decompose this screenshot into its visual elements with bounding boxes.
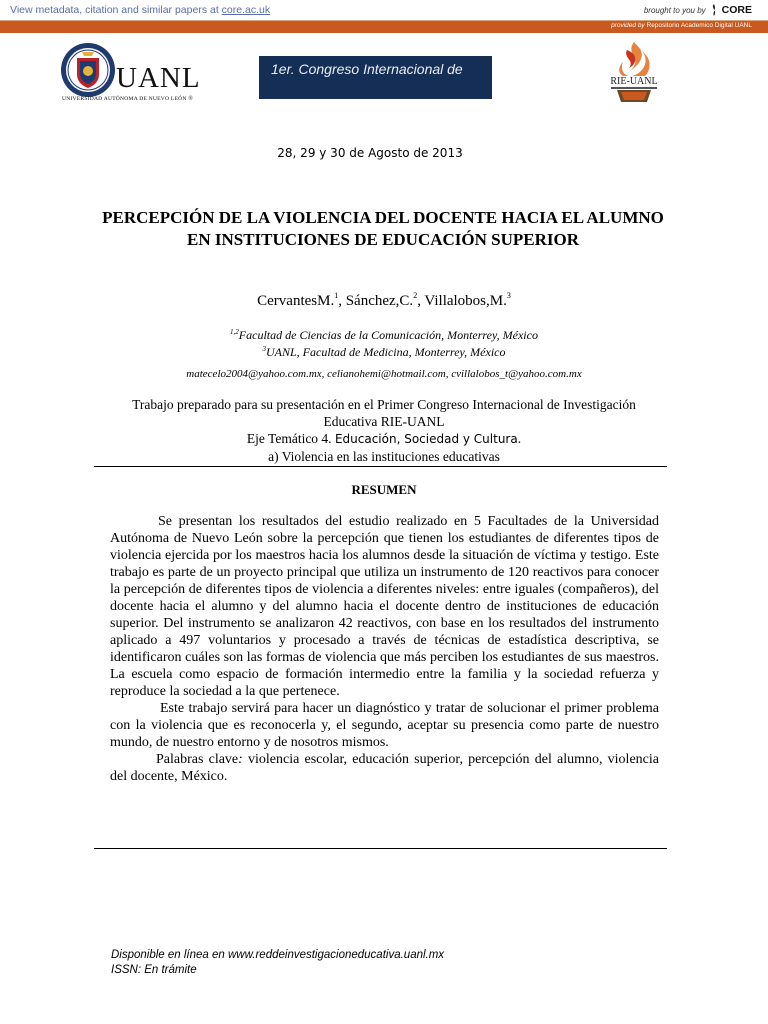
presentation-line: Trabajo preparado para su presentación en el Primer Congreso Internacional de Investigación Educativa RIE-UANL [132, 397, 636, 429]
presentation-note [120, 396, 648, 465]
uanl-wordmark: UANL [116, 62, 201, 94]
subtopic-line: a) Violencia en las instituciones educativas [268, 449, 500, 464]
page-footer [111, 948, 444, 978]
affiliation-1 [0, 325, 768, 342]
keywords-text: violencia escolar, educación superior, percepción del alumno, violencia del docente, México. [110, 752, 659, 784]
author-1-sup: 1 [334, 291, 339, 300]
uanl-subtitle-text: UNIVERSIDAD AUTÓNOMA DE NUEVO LEÓN [62, 96, 187, 102]
author-separator: , [338, 293, 346, 309]
thematic-axis-suffix: . [517, 431, 522, 446]
affiliation-1-text: Facultad de Ciencias de la Comunicación, Monterrey, México [238, 328, 538, 342]
bottom-divider [94, 848, 667, 849]
top-divider [94, 466, 667, 467]
uanl-seal-icon [60, 40, 116, 100]
repository-link[interactable]: Repositorio Academico Digital UANL [646, 22, 752, 29]
core-logo-icon [709, 4, 719, 16]
footer-availability: Disponible en línea en www.reddeinvestigacioneducativa.uanl.mx [111, 949, 445, 961]
core-brand[interactable]: CORE [721, 4, 752, 16]
keywords-paragraph [110, 751, 659, 785]
affiliations [0, 325, 768, 359]
affiliation-2-text: UANL, Facultad de Medicina, Monterrey, México [266, 345, 506, 359]
author-2: Sánchez,C. [345, 293, 414, 309]
author-1: CervantesM. [257, 293, 335, 309]
abstract-paragraph-1: Se presentan los resultados del estudio realizado en 5 Facultades de la Universidad Autónoma de Nuevo León sobre la percepción que tienen los estudiantes de diferentes tipos de violencia ejercida por los maestros hacia los alumnos desde la situación de víctima y testigo. Este trabajo es parte de un proyecto principal que utiliza un instrumento de 120 reactivos para conocer la percepción de diferentes tipos de violencia a diferentes niveles: entre iguales (compañeros), del docente hacia el alumno y del alumno hacia el docente dentro de instituciones de educación superior. Del instrumento se analizaron 42 reactivos, con base en los resultados del instrumento aplicado a 497 voluntarios y procesado a través de técnicas de estadística descriptiva, se identificaron cuáles son las formas de violencia que más perciben los estudiantes de sus maestros. La escuela como espacio de formación intermedio entre la familia y la sociedad refuerza y reproduce la sociedad a la que pertenece. [110, 514, 659, 699]
core-metadata-label: View metadata, citation and similar papers at [10, 4, 222, 16]
provided-by-bar [0, 21, 768, 33]
core-metadata-text [10, 4, 270, 16]
affiliation-1-sup: 1,2 [230, 328, 239, 336]
abstract-body [110, 513, 659, 785]
conference-dates: 28, 29 y 30 de Agosto de 2013 [277, 146, 463, 160]
brought-by-label: brought to you by [643, 5, 706, 15]
thematic-axis-label: Eje Temático 4. [246, 431, 335, 446]
provided-by-text [611, 22, 752, 29]
authors [0, 291, 768, 310]
rie-logo-text: RIE-UANL [610, 76, 658, 87]
provided-by-prefix: provided by [611, 22, 645, 29]
author-2-sup: 2 [413, 291, 418, 300]
author-3: Villalobos,M. [424, 293, 507, 309]
footer-issn: ISSN: En trámite [111, 964, 197, 976]
author-3-sup: 3 [506, 291, 511, 300]
core-ac-uk-link[interactable]: core.ac.uk [221, 4, 271, 16]
author-emails: matecelo2004@yahoo.com.mx, celianohemi@hotmail.com, cvillalobos_t@yahoo.com.mx [186, 368, 582, 380]
core-brought-by [644, 4, 752, 16]
thematic-axis [120, 430, 648, 448]
paper-title: PERCEPCIÓN DE LA VIOLENCIA DEL DOCENTE HACIA EL ALUMNO EN INSTITUCIONES DE EDUCACIÓN SUPERIOR [102, 208, 664, 249]
resumen-heading: RESUMEN [351, 482, 417, 497]
congress-banner-text: 1er. Congreso Internacional de [271, 61, 463, 77]
affiliation-2-sup: 3 [262, 345, 266, 353]
keywords-label: Palabras clave: [156, 752, 243, 767]
uanl-subtitle [62, 96, 193, 102]
thematic-axis-topic: Educación, Sociedad y Cultura [334, 432, 518, 446]
core-banner [0, 0, 768, 21]
author-separator: , [417, 293, 425, 309]
rie-uanl-logo-icon [597, 40, 671, 106]
registered-mark: ® [188, 96, 193, 102]
affiliation-2 [0, 342, 768, 359]
congress-banner [259, 56, 492, 99]
abstract-paragraph-2: Este trabajo servirá para hacer un diagnóstico y tratar de solucionar el primer problema con la violencia que es reconocerla y, el segundo, aceptar su presencia como parte de nuestro mundo, de nuestro entorno y de nosotros mismos. [110, 701, 659, 750]
